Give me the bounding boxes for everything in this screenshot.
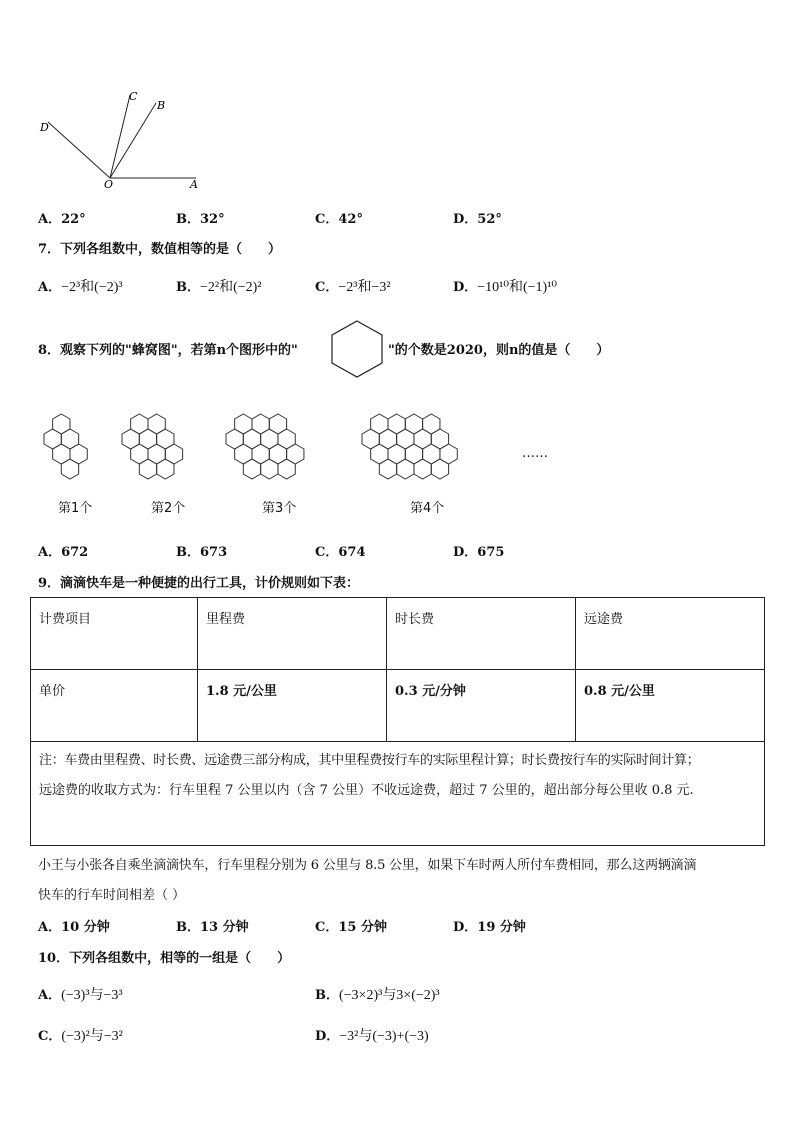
- q10-option-b[interactable]: [315, 984, 440, 1004]
- q8-stem-after: "的个数是2020，则n的值是（ ）: [388, 343, 610, 358]
- honeycomb-cell: [261, 459, 278, 479]
- q7-option-d-letter: D．: [453, 280, 478, 295]
- honeycomb-cell: [139, 459, 156, 479]
- q7-option-b-letter: B．: [176, 280, 200, 295]
- honeycomb-cell: [243, 459, 260, 479]
- q8-option-d[interactable]: D．675: [453, 545, 505, 560]
- fee-header-mileage: 里程费: [198, 598, 387, 670]
- label-d: D: [40, 121, 49, 134]
- q7-option-d-expr: −10¹⁰和(−1)¹⁰: [477, 280, 558, 295]
- q9-text-line2: 快车的行车时间相差（ ）: [38, 888, 186, 903]
- honeycomb-cell: [61, 459, 78, 479]
- q7-option-b[interactable]: [176, 276, 262, 296]
- fee-longdistance-price: 0.8 元/公里: [576, 670, 765, 742]
- q9-stem: 9．滴滴快车是一种便捷的出行工具，计价规则如下表：: [38, 576, 360, 591]
- honeycomb-label-3: 第3个: [262, 501, 297, 516]
- q8-option-a[interactable]: A．672: [38, 545, 89, 560]
- fee-row-label: 单价: [31, 670, 198, 742]
- q6-option-d[interactable]: D．52°: [453, 212, 502, 227]
- honeycomb-label-2: 第2个: [151, 501, 186, 516]
- fee-table: [30, 597, 765, 846]
- q6-option-c[interactable]: C．42°: [315, 212, 363, 227]
- label-o: O: [104, 178, 114, 191]
- honeycomb-figures: [30, 400, 570, 520]
- fee-header-item: 计费项目: [31, 598, 198, 670]
- q9-text-line1: 小王与小张各自乘坐滴滴快车，行车里程分别为 6 公里与 8.5 公里，如果下车时两人所付车费相同，那么这两辆滴滴: [38, 858, 697, 873]
- q9-option-b[interactable]: B．13 分钟: [176, 920, 249, 935]
- q6-option-a[interactable]: A．22°: [38, 212, 86, 227]
- fee-note-line1: 注：车费由里程费、时长费、远途费三部分构成，其中里程费按行车的实际里程计算；时长费按行车的实际时间计算；: [39, 753, 700, 768]
- q10-option-a-letter: A．: [38, 988, 62, 1003]
- q10-option-c-expr: (−3)²与−3²: [61, 1029, 123, 1044]
- fee-mileage-price: 1.8 元/公里: [198, 670, 387, 742]
- angle-figure: [30, 85, 210, 195]
- q10-option-c[interactable]: [38, 1025, 123, 1045]
- q7-option-d[interactable]: [453, 276, 557, 296]
- q6-option-b[interactable]: B．32°: [176, 212, 225, 227]
- q10-stem: 10．下列各组数中，相等的一组是（ ）: [38, 951, 291, 966]
- ray-ob: [110, 103, 156, 178]
- q10-option-a-expr: (−3)³与−3³: [61, 988, 123, 1003]
- q8-option-c[interactable]: C．674: [315, 545, 366, 560]
- ray-oc: [110, 95, 130, 178]
- honeycomb-label-4: 第4个: [410, 501, 445, 516]
- honeycomb-cell: [379, 459, 396, 479]
- q8-stem-before: 8．观察下列的"蜂窝图"，若第n个图形中的": [38, 343, 298, 358]
- q7-option-a-letter: A．: [38, 280, 62, 295]
- q10-option-d-letter: D．: [315, 1029, 340, 1044]
- q10-option-b-expr: (−3×2)³与3×(−2)³: [339, 988, 440, 1003]
- honeycomb-cell: [397, 459, 414, 479]
- q10-option-b-letter: B．: [315, 988, 339, 1003]
- q9-option-a[interactable]: A．10 分钟: [38, 920, 110, 935]
- fee-header-longdistance: 远途费: [576, 598, 765, 670]
- honeycomb-cell: [414, 459, 431, 479]
- honeycomb-cell: [431, 459, 448, 479]
- q9-option-c[interactable]: C．15 分钟: [315, 920, 387, 935]
- honeycomb-ellipsis: ……: [522, 446, 548, 461]
- q7-option-c[interactable]: [315, 276, 391, 296]
- q9-option-d[interactable]: D．19 分钟: [453, 920, 526, 935]
- honeycomb-cell: [278, 459, 295, 479]
- q8-option-b[interactable]: B．673: [176, 545, 228, 560]
- q10-option-c-letter: C．: [38, 1029, 62, 1044]
- q10-option-a[interactable]: [38, 984, 123, 1004]
- q7-stem: 7．下列各组数中，数值相等的是（ ）: [38, 242, 282, 257]
- ray-od: [48, 122, 110, 178]
- q7-option-a-expr: −2³和(−2)³: [61, 280, 123, 295]
- label-a: A: [190, 178, 198, 191]
- label-b: B: [157, 99, 166, 112]
- label-c: C: [129, 90, 138, 103]
- q7-option-b-expr: −2²和(−2)²: [200, 280, 262, 295]
- q7-option-a[interactable]: [38, 276, 123, 296]
- q7-option-c-letter: C．: [315, 280, 339, 295]
- honeycomb-cell: [157, 459, 174, 479]
- honeycomb-label-1: 第1个: [58, 501, 93, 516]
- hexagon-icon: [328, 318, 386, 380]
- q10-option-d-expr: −3²与(−3)+(−3): [339, 1029, 429, 1044]
- q7-option-c-expr: −2³和−3²: [338, 280, 391, 295]
- fee-duration-price: 0.3 元/分钟: [387, 670, 576, 742]
- fee-header-duration: 时长费: [387, 598, 576, 670]
- q10-option-d[interactable]: [315, 1025, 429, 1045]
- fee-note: [31, 742, 765, 846]
- fee-note-line2: 远途费的收取方式为：行车里程 7 公里以内（含 7 公里）不收远途费，超过 7 公里的，超出部分每公里收 0.8 元.: [39, 783, 694, 798]
